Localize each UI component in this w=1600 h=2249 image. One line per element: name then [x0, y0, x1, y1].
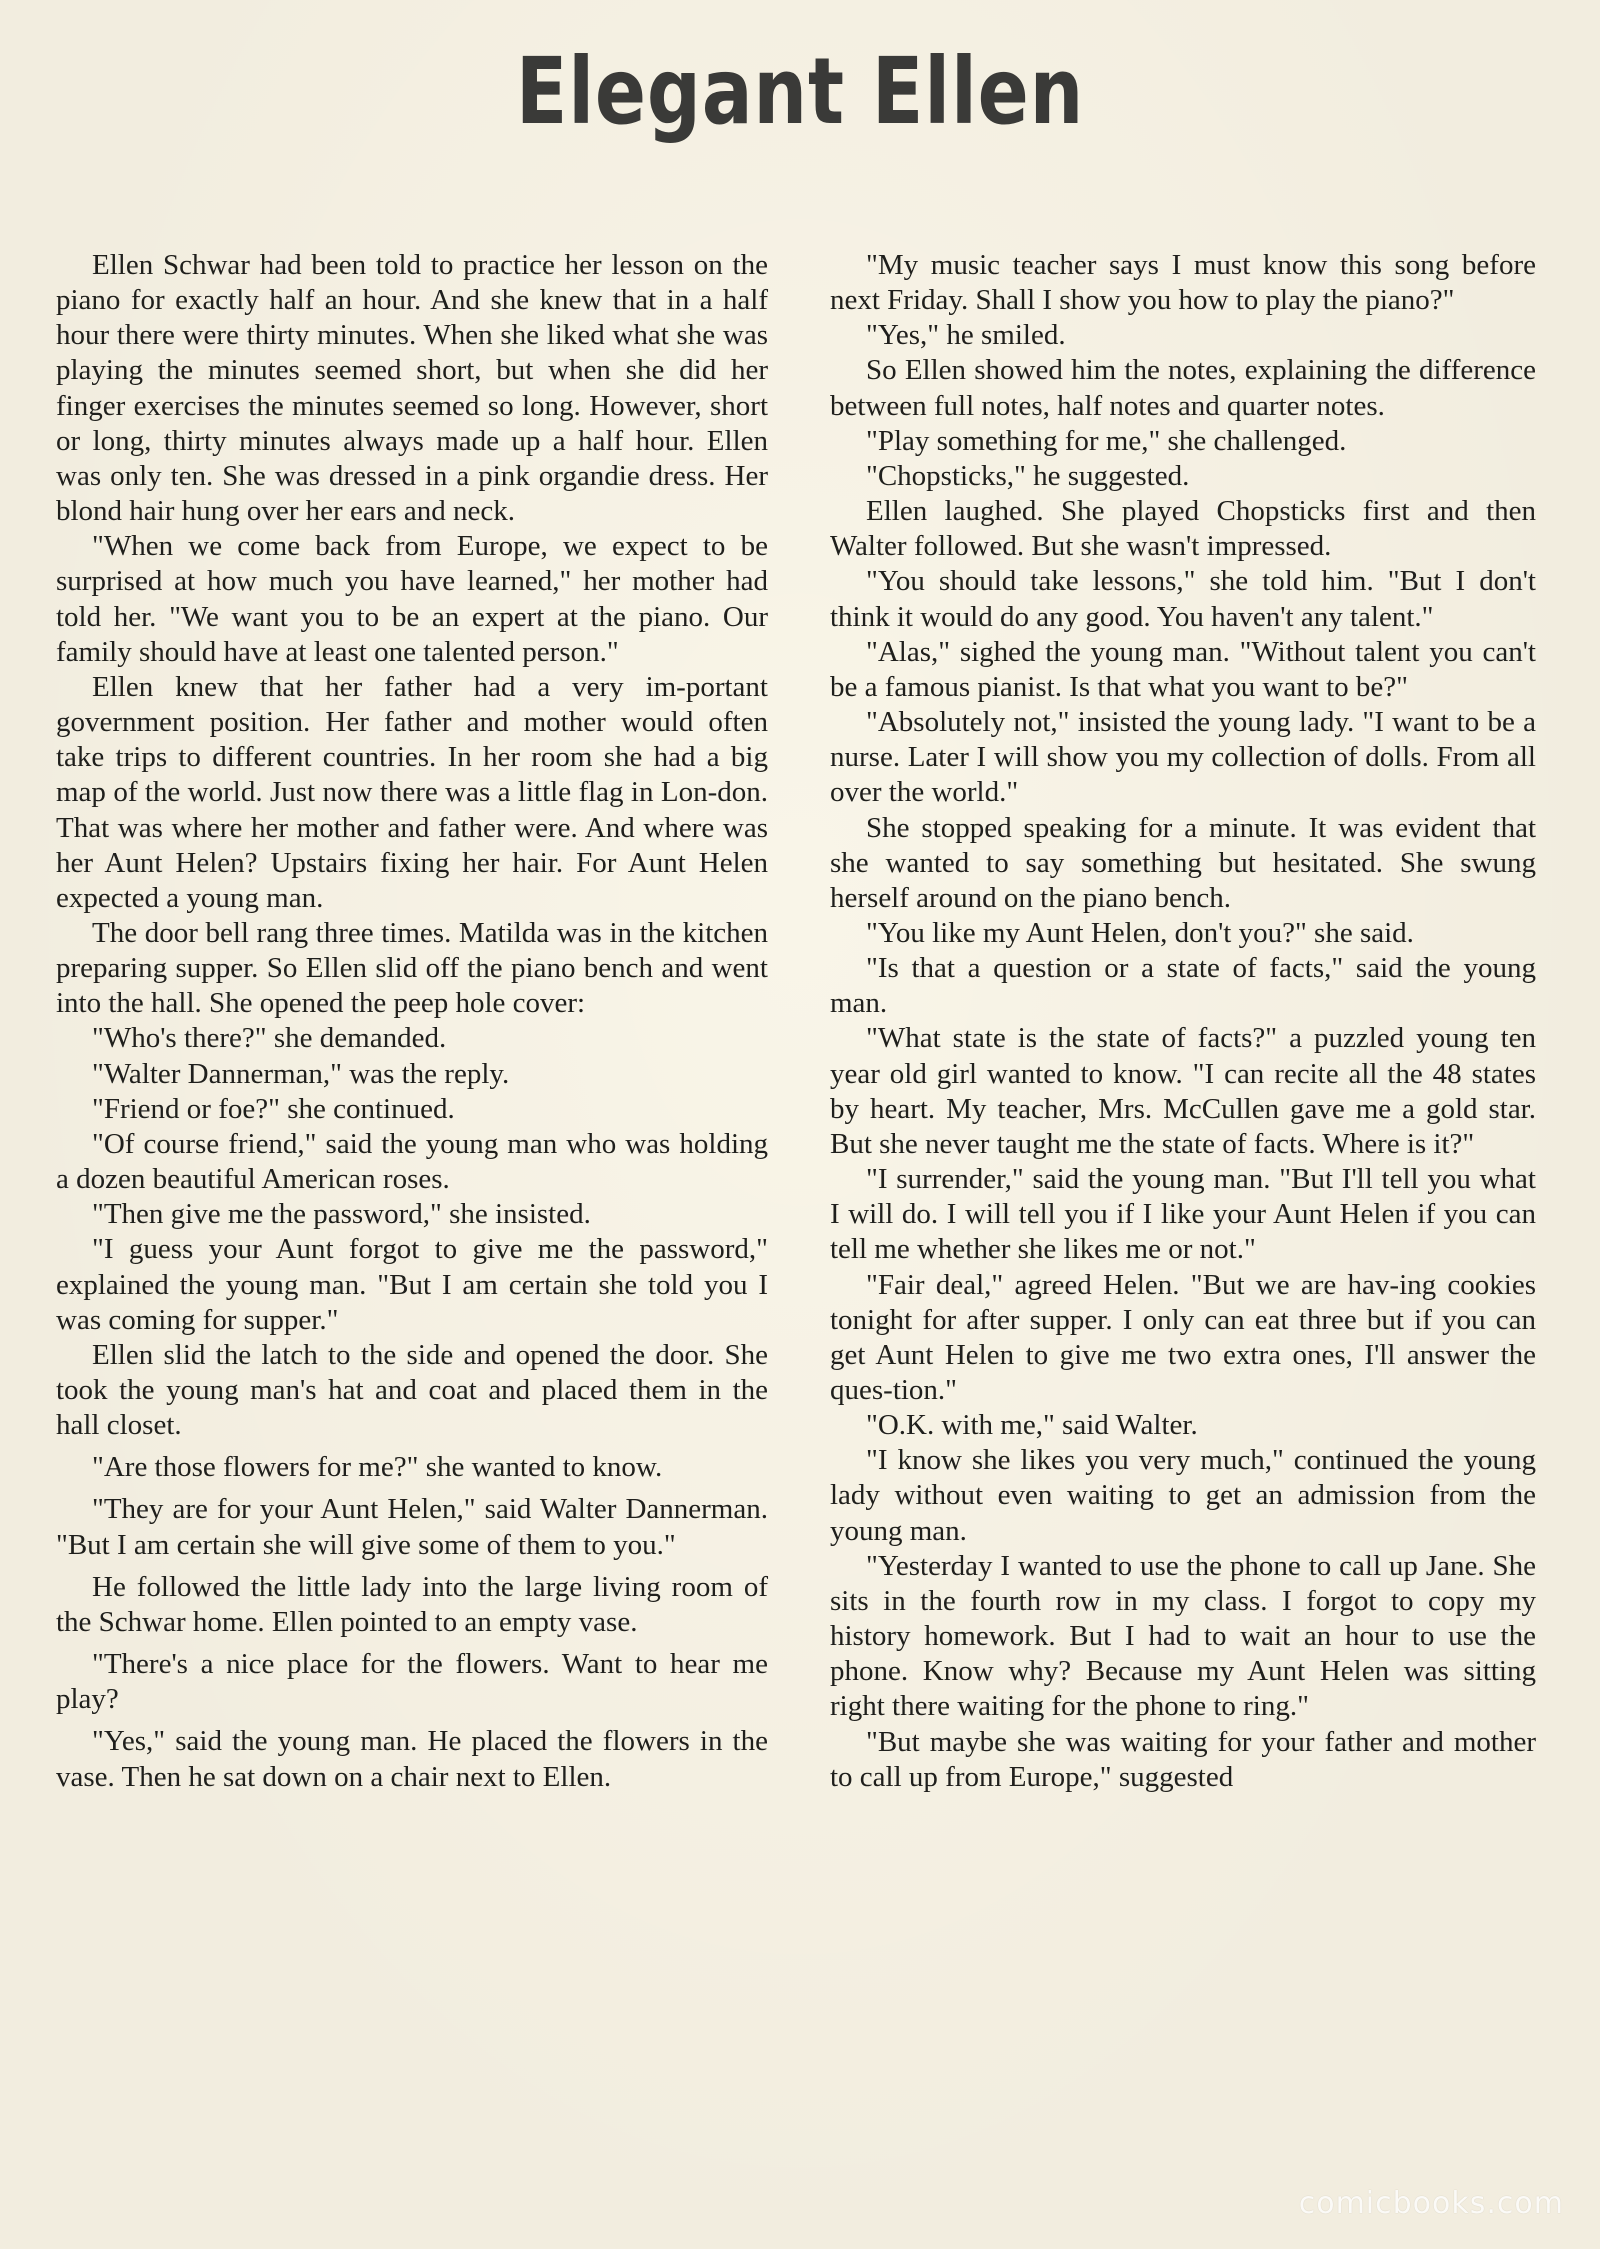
paragraph: "Alas," sighed the young man. "Without talent you can't be a famous pianist. Is that what you want to be?"	[830, 635, 1536, 703]
paragraph: "Absolutely not," insisted the young lady. "I want to be a nurse. Later I will show you my collection of dolls. From all over the world."	[830, 706, 1536, 809]
paragraph: He followed the little lady into the large living room of the Schwar home. Ellen pointed to an empty vase.	[56, 1570, 768, 1638]
paragraph: "You like my Aunt Helen, don't you?" she said.	[866, 916, 1414, 949]
paragraph: Ellen laughed. She played Chopsticks first and then Walter followed. But she wasn't impressed.	[830, 495, 1536, 563]
story-title: Elegant Ellen	[515, 38, 1085, 145]
paragraph: "Walter Dannerman," was the reply.	[92, 1057, 510, 1090]
paragraph: She stopped speaking for a minute. It was evident that she wanted to say something but hesitated. She swung herself around on the piano bench.	[830, 811, 1536, 914]
paragraph: "I know she likes you very much," continued the young lady without even waiting to get an admission from the young man.	[830, 1444, 1536, 1547]
paragraph: "O.K. with me," said Walter.	[866, 1409, 1198, 1442]
paragraph: "Chopsticks," he suggested.	[866, 459, 1190, 492]
left-column	[56, 248, 768, 1795]
paragraph: "Yes," he smiled.	[866, 319, 1066, 352]
site-watermark: comicbooks.com	[1298, 2186, 1564, 2221]
paragraph: "Who's there?" she demanded.	[92, 1022, 447, 1055]
paragraph: "I guess your Aunt forgot to give me the password," explained the young man. "But I am certain she told you I was coming for supper."	[56, 1233, 768, 1336]
paragraph: Ellen knew that her father had a very im-portant government position. Her father and mother would often take trips to different countries. In her room she had a big map of the world. Just now there was a little flag in Lon-don. That was where her mother and father were. And where was her Aunt Helen? Upstairs fixing her hair. For Aunt Helen expected a young man.	[56, 670, 768, 914]
paragraph: The door bell rang three times. Matilda was in the kitchen preparing supper. So Ellen slid off the piano bench and went into the hall. She opened the peep hole cover:	[56, 916, 768, 1020]
paragraph: "There's a nice place for the flowers. Want to hear me play?	[56, 1648, 768, 1716]
right-column	[830, 248, 1536, 1795]
paragraph: "Play something for me," she challenged.	[866, 424, 1347, 457]
paragraph: "My music teacher says I must know this song before next Friday. Shall I show you how to play the piano?"	[830, 249, 1536, 317]
paragraph: "What state is the state of facts?" a puzzled young ten year old girl wanted to know. "I can recite all the 48 states by heart. My teacher, Mrs. McCullen gave me a gold star. But she never taught me the state of facts. Where is it?"	[830, 1022, 1536, 1160]
paragraph: Ellen slid the latch to the side and opened the door. She took the young man's hat and coat and placed them in the hall closet.	[56, 1338, 768, 1442]
paragraph: "They are for your Aunt Helen," said Walter Dannerman. "But I am certain she will give some of them to you."	[56, 1493, 768, 1561]
paragraph: "When we come back from Europe, we expect to be surprised at how much you have learned," her mother had told her. "We want you to be an expert at the piano. Our family should have at least one talented person."	[56, 530, 768, 668]
paragraph: "But maybe she was waiting for your father and mother to call up from Europe," suggested	[830, 1725, 1536, 1793]
paragraph: "Fair deal," agreed Helen. "But we are hav-ing cookies tonight for after supper. I only can eat three but if you can get Aunt Helen to give me two extra ones, I'll answer the ques-tion."	[830, 1268, 1536, 1406]
paragraph: So Ellen showed him the notes, explaining the difference between full notes, half notes and quarter notes.	[830, 354, 1536, 422]
paragraph: "You should take lessons," she told him. "But I don't think it would do any good. You haven't any talent."	[830, 565, 1536, 633]
paragraph: Ellen Schwar had been told to practice her lesson on the piano for exactly half an hour. And she knew that in a half hour there were thirty minutes. When she liked what she was playing the minutes seemed short, but when she did her finger exercises the minutes seemed so long. However, short or long, thirty minutes always made up a half hour. Ellen was only ten. She was dressed in a pink organdie dress. Her blond hair hung over her ears and neck.	[56, 249, 768, 528]
paragraph: "Yesterday I wanted to use the phone to call up Jane. She sits in the fourth row in my class. I forgot to copy my history homework. But I had to wait an hour to use the phone. Know why? Because my Aunt Helen was sitting right there waiting for the phone to ring."	[830, 1549, 1536, 1723]
paragraph: "Yes," said the young man. He placed the flowers in the vase. Then he sat down on a chair next to Ellen.	[56, 1725, 768, 1793]
paragraph: "Is that a question or a state of facts," said the young man.	[830, 952, 1536, 1020]
paragraph: "Of course friend," said the young man who was holding a dozen beautiful American roses.	[56, 1127, 768, 1196]
paragraph: "Friend or foe?" she continued.	[92, 1092, 455, 1125]
paragraph: "Are those flowers for me?" she wanted to know.	[92, 1451, 663, 1484]
paragraph: "I surrender," said the young man. "But I'll tell you what I will do. I will tell you if I like your Aunt Helen if you can tell me whether she likes me or not."	[830, 1163, 1536, 1266]
paragraph: "Then give me the password," she insisted.	[92, 1198, 591, 1231]
